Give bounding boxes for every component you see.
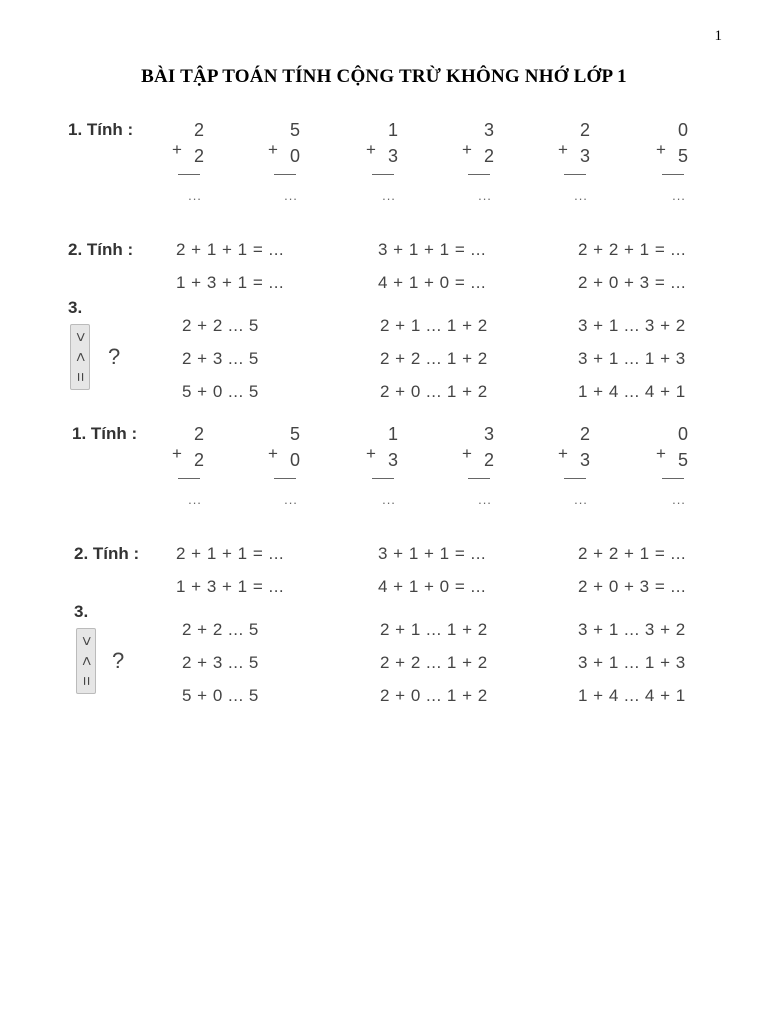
comparison-expression: 2 + 3 ... 5 bbox=[182, 349, 259, 368]
top-addend: 2 bbox=[579, 120, 590, 140]
sum-expression: 1 + 3 + 1 = ... bbox=[176, 273, 285, 292]
plus-sign: + bbox=[172, 444, 182, 463]
vertical-addition-problem bbox=[462, 120, 502, 223]
comparison-expression: 3 + 1 ... 1 + 3 bbox=[578, 653, 686, 672]
compare-symbol: > bbox=[78, 636, 95, 646]
answer-placeholder: ... bbox=[382, 492, 396, 507]
compare-symbol: < bbox=[78, 656, 95, 666]
sum-rule-line bbox=[564, 174, 586, 175]
answer-placeholder: ... bbox=[284, 188, 298, 203]
worksheet-title: BÀI TẬP TOÁN TÍNH CỘNG TRỪ KHÔNG NHỚ LỚP 1 bbox=[141, 66, 627, 87]
comparison-expression: 2 + 1 ... 1 + 2 bbox=[380, 620, 488, 639]
exercise-1-label: 1. Tính : bbox=[72, 424, 138, 443]
bottom-addend: 0 bbox=[289, 146, 300, 166]
sum-rule-line bbox=[372, 478, 394, 479]
sum-rule-line bbox=[564, 478, 586, 479]
vertical-addition-problem bbox=[172, 120, 212, 223]
comparison-expression: 3 + 1 ... 1 + 3 bbox=[578, 349, 686, 368]
plus-sign: + bbox=[656, 444, 666, 463]
sum-rule-line bbox=[372, 174, 394, 175]
top-addend: 2 bbox=[579, 424, 590, 444]
vertical-addition-problem bbox=[366, 120, 406, 223]
sum-rule-line bbox=[468, 174, 490, 175]
compare-symbol: = bbox=[78, 676, 95, 686]
compare-symbol: = bbox=[72, 372, 89, 382]
plus-sign: + bbox=[172, 140, 182, 159]
sum-expression: 2 + 2 + 1 = ... bbox=[578, 544, 687, 563]
plus-sign: + bbox=[462, 444, 472, 463]
comparison-expression: 3 + 1 ... 3 + 2 bbox=[578, 316, 686, 335]
exercise-3-label: 3. bbox=[74, 602, 89, 621]
sum-rule-line bbox=[662, 478, 684, 479]
sum-rule-line bbox=[274, 174, 296, 175]
plus-sign: + bbox=[558, 140, 568, 159]
question-mark: ? bbox=[112, 648, 125, 673]
plus-sign: + bbox=[656, 140, 666, 159]
top-addend: 1 bbox=[387, 120, 398, 140]
sum-expression: 2 + 0 + 3 = ... bbox=[578, 577, 687, 596]
plus-sign: + bbox=[366, 444, 376, 463]
comparison-expression: 2 + 2 ... 5 bbox=[182, 316, 259, 335]
bottom-addend: 2 bbox=[483, 450, 494, 470]
comparison-expression: 3 + 1 ... 3 + 2 bbox=[578, 620, 686, 639]
comparison-expression: 2 + 1 ... 1 + 2 bbox=[380, 316, 488, 335]
sum-rule-line bbox=[468, 478, 490, 479]
answer-placeholder: ... bbox=[188, 492, 202, 507]
answer-placeholder: ... bbox=[574, 492, 588, 507]
exercise-2-label: 2. Tính : bbox=[68, 240, 134, 259]
comparison-expression: 2 + 2 ... 1 + 2 bbox=[380, 653, 488, 672]
bottom-addend: 3 bbox=[579, 450, 590, 470]
sum-expression: 2 + 1 + 1 = ... bbox=[176, 240, 285, 259]
bottom-addend: 2 bbox=[483, 146, 494, 166]
bottom-addend: 3 bbox=[387, 450, 398, 470]
compare-symbols-box bbox=[76, 628, 96, 694]
comparison-expression: 2 + 2 ... 5 bbox=[182, 620, 259, 639]
vertical-addition-problem bbox=[268, 120, 308, 223]
bottom-addend: 5 bbox=[677, 450, 688, 470]
sum-rule-line bbox=[178, 174, 200, 175]
answer-placeholder: ... bbox=[188, 188, 202, 203]
plus-sign: + bbox=[558, 444, 568, 463]
vertical-addition-problem bbox=[268, 424, 308, 527]
exercise-2-label: 2. Tính : bbox=[74, 544, 140, 563]
comparison-expression: 5 + 0 ... 5 bbox=[182, 382, 259, 401]
top-addend: 5 bbox=[289, 120, 300, 140]
sum-expression: 4 + 1 + 0 = ... bbox=[378, 273, 487, 292]
top-addend: 1 bbox=[387, 424, 398, 444]
top-addend: 5 bbox=[289, 424, 300, 444]
bottom-addend: 2 bbox=[193, 450, 204, 470]
bottom-addend: 2 bbox=[193, 146, 204, 166]
plus-sign: + bbox=[366, 140, 376, 159]
compare-symbols-box bbox=[70, 324, 90, 390]
answer-placeholder: ... bbox=[478, 188, 492, 203]
vertical-addition-problem bbox=[462, 424, 502, 527]
answer-placeholder: ... bbox=[284, 492, 298, 507]
bottom-addend: 0 bbox=[289, 450, 300, 470]
bottom-addend: 5 bbox=[677, 146, 688, 166]
question-mark: ? bbox=[108, 344, 121, 369]
comparison-expression: 1 + 4 ... 4 + 1 bbox=[578, 686, 686, 705]
sum-expression: 3 + 1 + 1 = ... bbox=[378, 240, 487, 259]
top-addend: 3 bbox=[483, 424, 494, 444]
exercise-1-label: 1. Tính : bbox=[68, 120, 134, 139]
sum-expression: 3 + 1 + 1 = ... bbox=[378, 544, 487, 563]
comparison-expression: 2 + 2 ... 1 + 2 bbox=[380, 349, 488, 368]
compare-symbol: > bbox=[72, 332, 89, 342]
comparison-expression: 2 + 0 ... 1 + 2 bbox=[380, 382, 488, 401]
top-addend: 0 bbox=[677, 120, 688, 140]
vertical-addition-problem bbox=[558, 120, 598, 223]
sum-expression: 4 + 1 + 0 = ... bbox=[378, 577, 487, 596]
page-number: 1 bbox=[714, 28, 722, 44]
plus-sign: + bbox=[462, 140, 472, 159]
comparison-expression: 2 + 3 ... 5 bbox=[182, 653, 259, 672]
comparison-expression: 1 + 4 ... 4 + 1 bbox=[578, 382, 686, 401]
sum-expression: 1 + 3 + 1 = ... bbox=[176, 577, 285, 596]
comparison-expression: 5 + 0 ... 5 bbox=[182, 686, 259, 705]
bottom-addend: 3 bbox=[387, 146, 398, 166]
answer-placeholder: ... bbox=[672, 188, 686, 203]
answer-placeholder: ... bbox=[672, 492, 686, 507]
top-addend: 3 bbox=[483, 120, 494, 140]
exercise-block bbox=[0, 422, 768, 712]
sum-rule-line bbox=[662, 174, 684, 175]
vertical-addition-problem bbox=[366, 424, 406, 527]
bottom-addend: 3 bbox=[579, 146, 590, 166]
vertical-addition-problem bbox=[172, 424, 212, 527]
top-addend: 0 bbox=[677, 424, 688, 444]
plus-sign: + bbox=[268, 140, 278, 159]
answer-placeholder: ... bbox=[478, 492, 492, 507]
sum-expression: 2 + 0 + 3 = ... bbox=[578, 273, 687, 292]
plus-sign: + bbox=[268, 444, 278, 463]
sum-expression: 2 + 2 + 1 = ... bbox=[578, 240, 687, 259]
sum-rule-line bbox=[274, 478, 296, 479]
exercise-3-label: 3. bbox=[68, 298, 83, 317]
vertical-addition-problem bbox=[656, 424, 696, 527]
sum-rule-line bbox=[178, 478, 200, 479]
exercise-block bbox=[0, 118, 768, 408]
top-addend: 2 bbox=[193, 120, 204, 140]
compare-symbol: < bbox=[72, 352, 89, 362]
sum-expression: 2 + 1 + 1 = ... bbox=[176, 544, 285, 563]
answer-placeholder: ... bbox=[382, 188, 396, 203]
vertical-addition-problem bbox=[558, 424, 598, 527]
vertical-addition-problem bbox=[656, 120, 696, 223]
top-addend: 2 bbox=[193, 424, 204, 444]
comparison-expression: 2 + 0 ... 1 + 2 bbox=[380, 686, 488, 705]
answer-placeholder: ... bbox=[574, 188, 588, 203]
